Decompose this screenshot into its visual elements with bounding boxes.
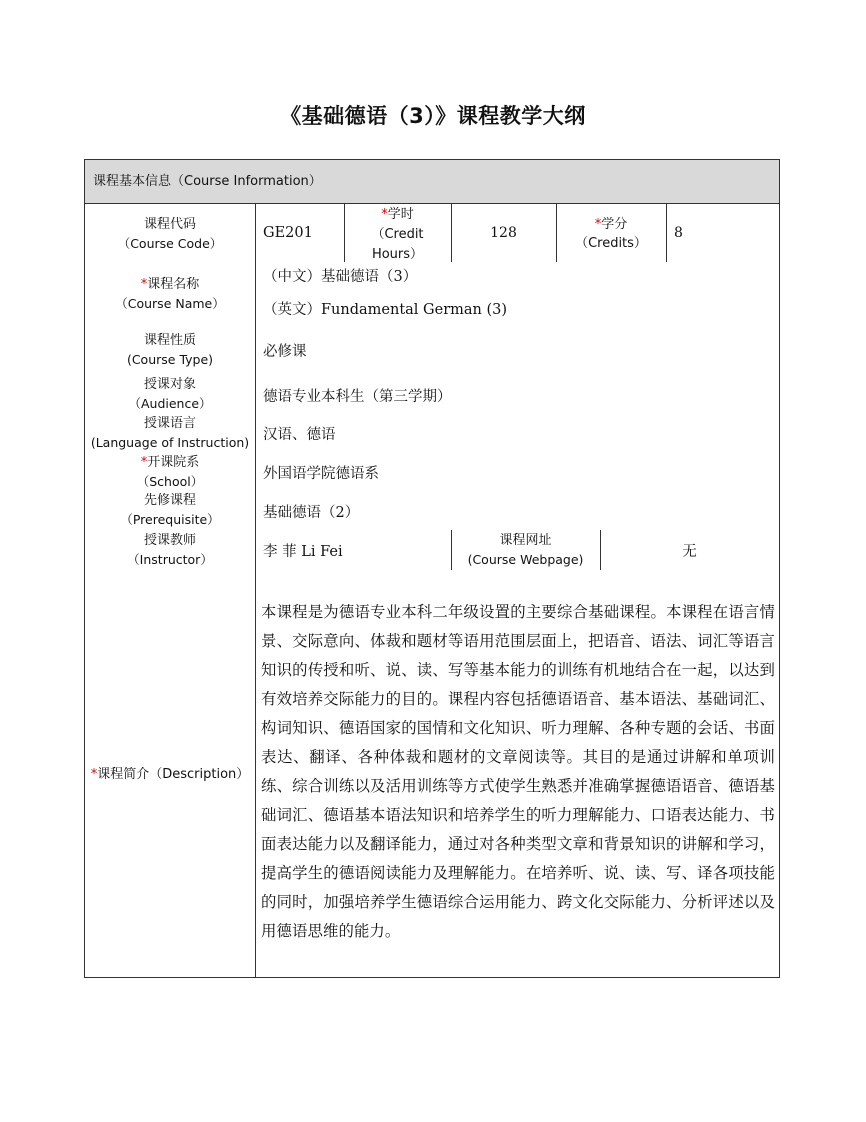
course-name-label bbox=[85, 275, 255, 313]
required-mark: * bbox=[381, 207, 388, 222]
school-label-en: （School） bbox=[136, 474, 204, 489]
audience-value: 德语专业本科生（第三学期） bbox=[263, 389, 452, 405]
language-value: 汉语、德语 bbox=[263, 427, 336, 443]
course-type-value: 必修课 bbox=[263, 344, 307, 360]
credits-label bbox=[556, 215, 666, 253]
description-label bbox=[85, 765, 255, 784]
required-mark: * bbox=[594, 217, 602, 232]
course-code-label-cn: 课程代码 bbox=[143, 217, 196, 232]
course-type-label-en: (Course Type) bbox=[126, 352, 214, 367]
description-label-text: 课程简介（Description） bbox=[97, 767, 250, 782]
language-label-en: (Language of Instruction) bbox=[90, 435, 250, 450]
school-label bbox=[85, 453, 255, 491]
credit-hours-label-en2: Hours） bbox=[371, 247, 424, 262]
credits-value: 8 bbox=[674, 225, 683, 241]
credit-hours-label bbox=[344, 205, 451, 265]
course-name-cn: （中文）基础德语（3） bbox=[263, 269, 418, 285]
school-value: 外国语学院德语系 bbox=[263, 466, 379, 482]
credits-label-cn: 学分 bbox=[601, 217, 628, 232]
audience-label-en: （Audience） bbox=[128, 396, 212, 411]
school-label-cn: 开课院系 bbox=[147, 455, 200, 470]
table-header: 课程基本信息（Course Information） bbox=[85, 160, 779, 204]
course-code-value: GE201 bbox=[263, 225, 313, 241]
credit-hours-label-cn: 学时 bbox=[387, 207, 414, 222]
audience-label-cn: 授课对象 bbox=[143, 377, 196, 392]
webpage-label bbox=[451, 531, 600, 569]
prerequisite-label-cn: 先修课程 bbox=[143, 493, 196, 508]
divider bbox=[666, 204, 667, 262]
course-type-label bbox=[85, 331, 255, 369]
credit-hours-value: 128 bbox=[490, 225, 517, 241]
prerequisite-value: 基础德语（2） bbox=[263, 505, 360, 521]
instructor-value: 李 菲 Li Fei bbox=[263, 544, 343, 560]
course-name-label-en: （Course Name） bbox=[115, 296, 225, 311]
instructor-label-en: （Instructor） bbox=[127, 552, 213, 567]
course-code-label-en: （Course Code） bbox=[117, 236, 223, 251]
description-text: 本课程是为德语专业本科二年级设置的主要综合基础课程。本课程在语言情景、交际意向、体裁和题材等语用范围层面上，把语音、语法、词汇等语言知识的传授和听、说、读、写等基本能力的训练有机地结合在一起，以达到有效培养交际能力的目的。课程内容包括德语语音、基本语法、基础词汇、构词知识、德语国家的国情和文化知识、听力理解、各种专题的会话、书面表达、翻译、各种体裁和题材的文章阅读等。其目的是通过讲解和单项训练、综合训练以及活用训练等方式使学生熟悉并准确掌握德语语音、德语基础词汇、德语基本语法知识和培养学生的听力理解能力、口语表达能力、书面表达能力以及翻译能力，通过对各种类型文章和背景知识的讲解和学习，提高学生的德语阅读能力及理解能力。在培养听、说、读、写、译各项技能的同时，加强培养学生德语综合运用能力、跨文化交际能力、分析评述以及用德语思维的能力。 bbox=[261, 603, 775, 940]
webpage-label-en: (Course Webpage) bbox=[467, 552, 584, 567]
webpage-value: 无 bbox=[682, 544, 697, 560]
credits-label-en: （Credits） bbox=[575, 236, 647, 251]
language-label bbox=[85, 414, 255, 452]
instructor-label-cn: 授课教师 bbox=[143, 533, 196, 548]
course-type-label-cn: 课程性质 bbox=[143, 333, 196, 348]
audience-label bbox=[85, 375, 255, 413]
required-mark: * bbox=[140, 277, 148, 292]
credit-hours-label-en1: （Credit bbox=[371, 227, 424, 242]
webpage-label-cn: 课程网址 bbox=[499, 533, 552, 548]
prerequisite-label-en: （Prerequisite） bbox=[120, 512, 220, 527]
prerequisite-label bbox=[85, 491, 255, 529]
language-label-cn: 授课语言 bbox=[143, 416, 196, 431]
required-mark: * bbox=[140, 455, 148, 470]
course-info-table bbox=[84, 159, 780, 978]
course-name-label-cn: 课程名称 bbox=[147, 277, 200, 292]
instructor-label bbox=[85, 531, 255, 569]
label-divider bbox=[255, 204, 256, 977]
course-code-label bbox=[85, 215, 255, 253]
course-name-en: （英文）Fundamental German (3) bbox=[263, 302, 508, 318]
required-mark: * bbox=[90, 767, 98, 782]
page-title: 《基础德语（3）》课程教学大纲 bbox=[280, 104, 586, 128]
